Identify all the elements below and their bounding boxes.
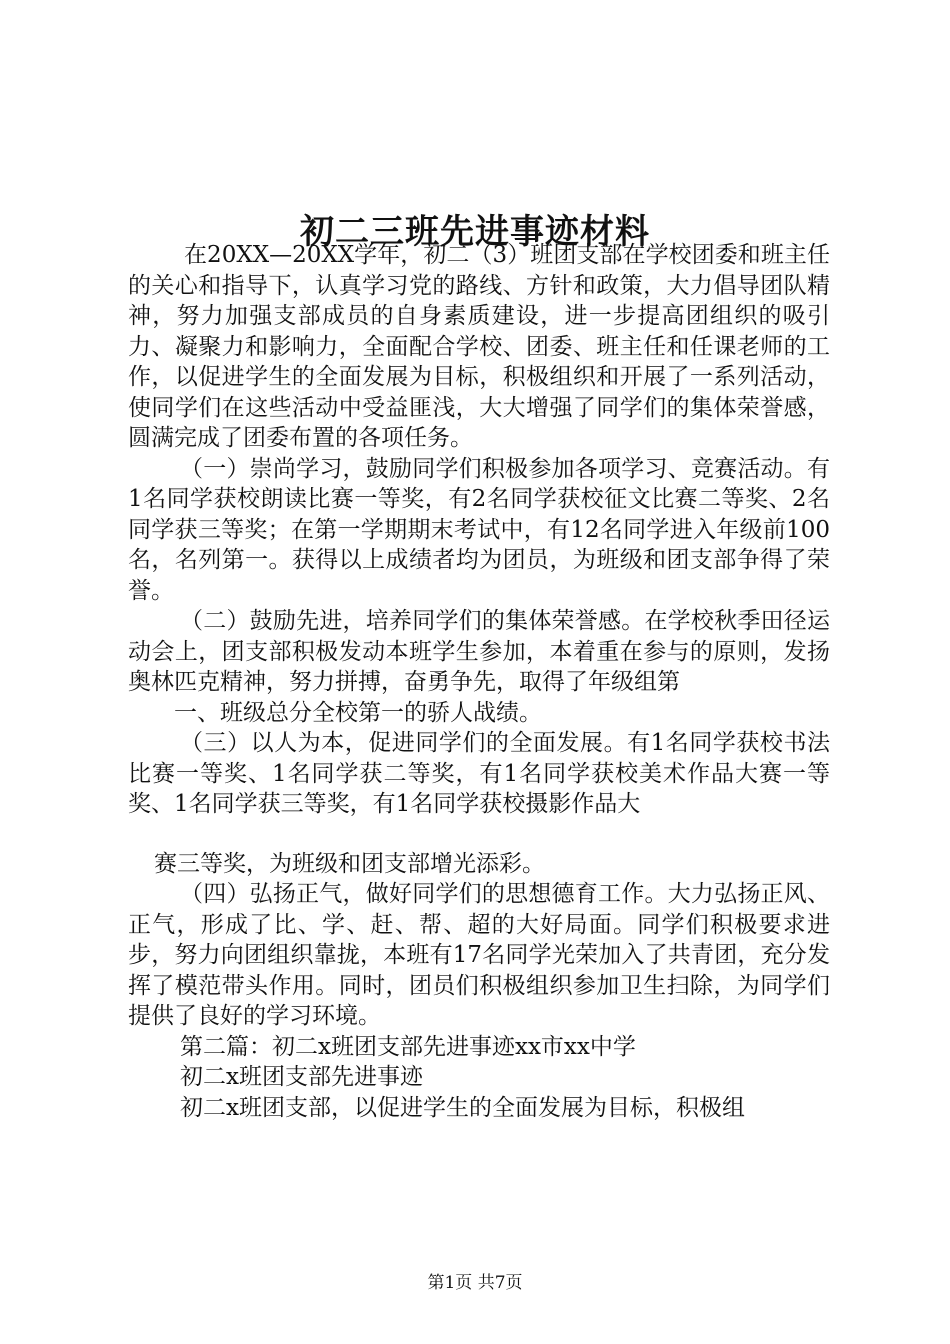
paragraph-part-two-heading: 第二篇：初二x班团支部先进事迹xx市xx中学: [180, 1033, 636, 1060]
paragraph-section-1: （一）崇尚学习，鼓励同学们积极参加各项学习、竞赛活动。有1名同学获校朗读比赛一等奖，有2名同学获校征文比赛二等奖、2名同学获三等奖；在第一学期期末考试中，有12名同学进入年级前100名，名列第一。获得以上成绩者均为团员，为班级和团支部争得了荣誉。: [128, 455, 830, 604]
paragraph-section-3-continued: 赛三等奖，为班级和团支部增光添彩。: [154, 850, 545, 877]
document-title: 初二三班先进事迹材料: [300, 211, 650, 252]
paragraph-section-3: （三）以人为本，促进同学们的全面发展。有1名同学获校书法比赛一等奖、1名同学获二等奖，有1名同学获校美术作品大赛一等奖、1名同学获三等奖，有1名同学获校摄影作品大: [128, 730, 830, 817]
paragraph-part-two-body: 初二x班团支部，以促进学生的全面发展为目标，积极组: [180, 1094, 745, 1121]
paragraph-intro: 在20XX—20XX学年，初二（3）班团支部在学校团委和班主任的关心和指导下，认真学习党的路线、方针和政策，大力倡导团队精神，努力加强支部成员的自身素质建设，进一步提高团组织的吸引力、凝聚力和影响力，全面配合学校、团委、班主任和任课老师的工作，以促进学生的全面发展为目标，积极组织和开展了一系列活动，使同学们在这些活动中受益匪浅，大大增强了同学们的集体荣誉感，圆满完成了团委布置的各项任务。: [128, 242, 830, 451]
document-body: [128, 240, 830, 1123]
page-number-footer: 第1页 共7页: [427, 1273, 523, 1293]
paragraph-section-2: （二）鼓励先进，培养同学们的集体荣誉感。在学校秋季田径运动会上，团支部积极发动本班学生参加，本着重在参与的原则，发扬奥林匹克精神，努力拼搏，奋勇争先，取得了年级组第: [128, 608, 830, 695]
paragraph-section-2-continued: 一、班级总分全校第一的骄人战绩。: [174, 699, 542, 726]
paragraph-part-two-subtitle: 初二x班团支部先进事迹: [180, 1064, 423, 1090]
paragraph-section-4: （四）弘扬正气，做好同学们的思想德育工作。大力弘扬正风、正气，形成了比、学、赶、帮、超的大好局面。同学们积极要求进步，努力向团组织靠拢，本班有17名同学光荣加入了共青团，充分发挥了模范带头作用。同时，团员们积极组织参加卫生扫除，为同学们提供了良好的学习环境。: [128, 881, 830, 1029]
